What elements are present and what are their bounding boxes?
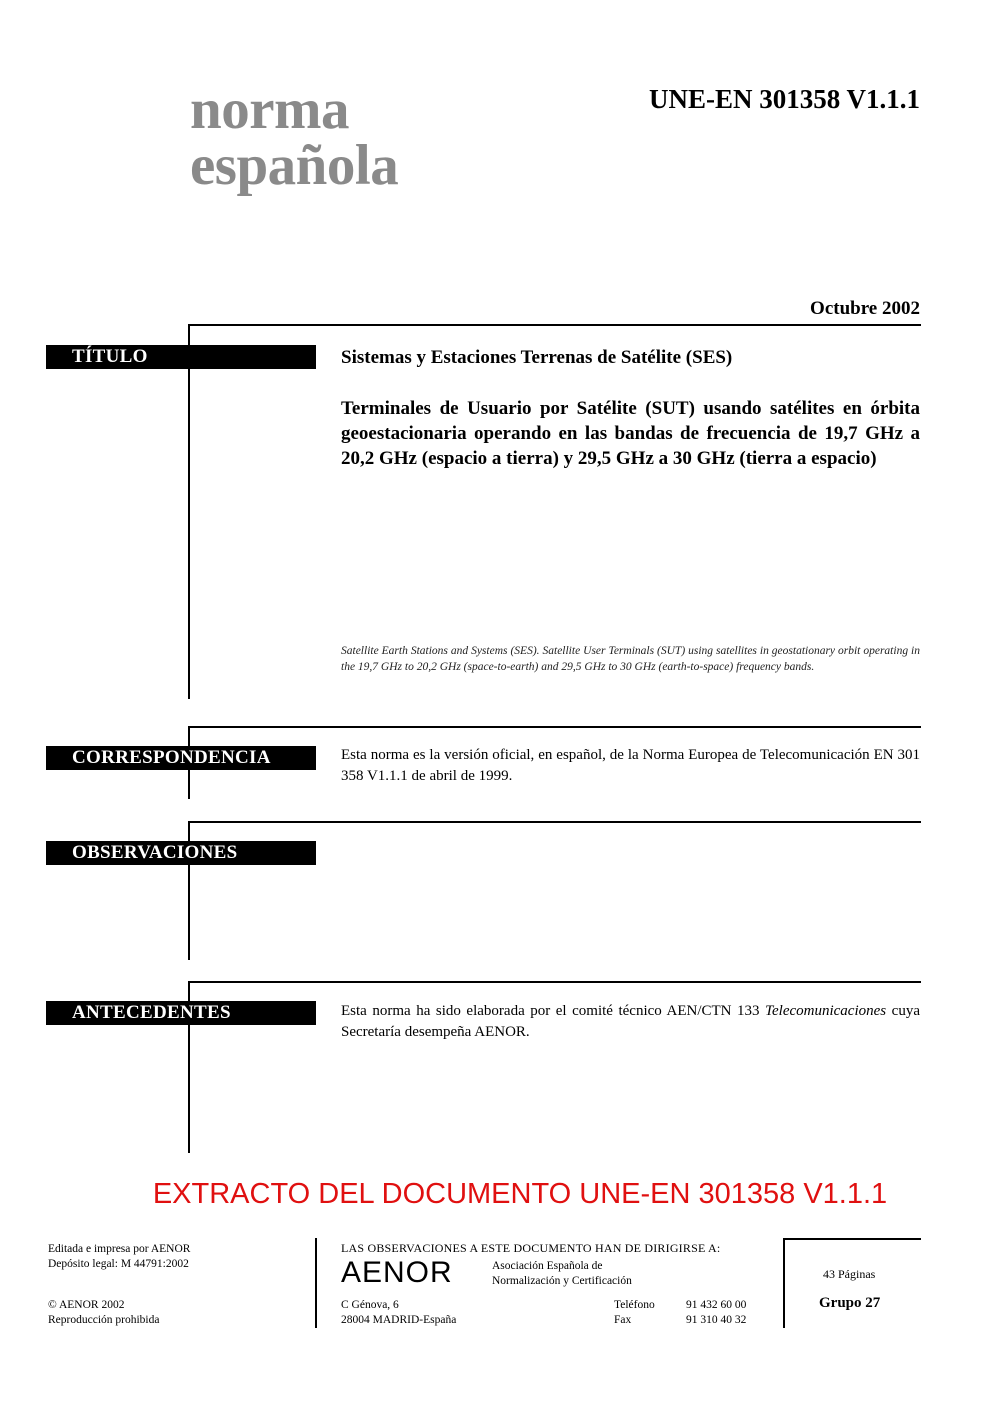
section-divider-titulo	[188, 324, 921, 326]
aenor-logo: AENOR	[341, 1256, 453, 1289]
brand-title	[190, 78, 399, 197]
standard-number: UNE-EN 301358 V1.1.1	[648, 84, 920, 114]
footer-box-left	[783, 1238, 785, 1328]
extract-watermark: EXTRACTO DEL DOCUMENTO UNE-EN 301358 V1.1.1	[152, 1178, 888, 1210]
label-correspondencia: CORRESPONDENCIA	[46, 746, 316, 770]
footer-divider-left	[315, 1238, 317, 1328]
footer-fax-value: 91 310 40 32	[686, 1314, 747, 1326]
footer-reproduction: Reproducción prohibida	[48, 1314, 160, 1326]
brand-line-1: norma	[190, 78, 349, 141]
title-sub: Terminales de Usuario por Satélite (SUT) usando satélites en órbita geoestacionaria operando en las bandas de frecuencia de 19,7 GHz a 20,2 GHz (espacio a tierra) y 29,5 GHz a 30 GHz (tierra a espacio)	[341, 398, 920, 469]
footer-publisher	[48, 1242, 190, 1272]
correspondencia-text: Esta norma es la versión oficial, en español, de la Norma Europea de Telecomunicación EN 301 358 V1.1.1 de abril de 1999.	[341, 747, 920, 784]
section-divider-correspondencia	[188, 726, 921, 728]
footer-org-name-line2: Normalización y Certificación	[492, 1275, 632, 1287]
footer-address	[341, 1298, 456, 1328]
price-group: Grupo 27	[819, 1295, 881, 1311]
publication-date: Octubre 2002	[810, 298, 920, 319]
antecedentes-text-start: Esta norma ha sido elaborada por el comité técnico AEN/CTN 133	[341, 1003, 766, 1019]
footer-address-line1: C Génova, 6	[341, 1299, 399, 1311]
footer-phone-value: 91 432 60 00	[686, 1299, 747, 1311]
page-count: 43 Páginas	[823, 1267, 876, 1281]
footer-rights	[48, 1298, 159, 1328]
footer-fax-label: Fax	[614, 1314, 632, 1326]
label-antecedentes: ANTECEDENTES	[46, 1001, 316, 1025]
footer-phone-label: Teléfono	[614, 1299, 655, 1311]
brand-line-2: española	[190, 134, 399, 197]
section-divider-observaciones	[188, 821, 921, 823]
antecedentes-text	[341, 1001, 920, 1043]
footer-contact-values	[686, 1298, 746, 1328]
footer-edited: Editada e impresa por AENOR	[48, 1243, 191, 1255]
footer-box-top	[783, 1238, 921, 1240]
section-vline-titulo	[188, 324, 190, 699]
antecedentes-committee-name: Telecomunicaciones	[765, 1003, 887, 1019]
label-observaciones: OBSERVACIONES	[46, 841, 316, 865]
footer-contact-labels	[614, 1298, 655, 1328]
antecedentes-text-end: cuya Secretaría desempeña AENOR.	[341, 1003, 920, 1040]
section-divider-antecedentes	[188, 981, 921, 983]
english-title: Satellite Earth Stations and Systems (SES). Satellite User Terminals (SUT) using satellites in geostationary orbit operating in the 19,7 GHz to 20,2 GHz (space-to-earth) and 29,5 GHz to 30 GHz (earth-to-space) frequency bands.	[341, 645, 920, 673]
footer-org-name-line1: Asociación Española de	[492, 1260, 603, 1272]
footer-deposit: Depósito legal: M 44791:2002	[48, 1258, 189, 1270]
label-titulo: TÍTULO	[46, 345, 316, 369]
title-main: Sistemas y Estaciones Terrenas de Satélite (SES)	[341, 347, 733, 368]
footer-org-name	[492, 1259, 632, 1289]
footer-address-line2: 28004 MADRID-España	[341, 1314, 457, 1326]
footer-observations-heading: LAS OBSERVACIONES A ESTE DOCUMENTO HAN DE DIRIGIRSE A:	[341, 1241, 721, 1255]
footer-copyright: © AENOR 2002	[48, 1299, 125, 1311]
